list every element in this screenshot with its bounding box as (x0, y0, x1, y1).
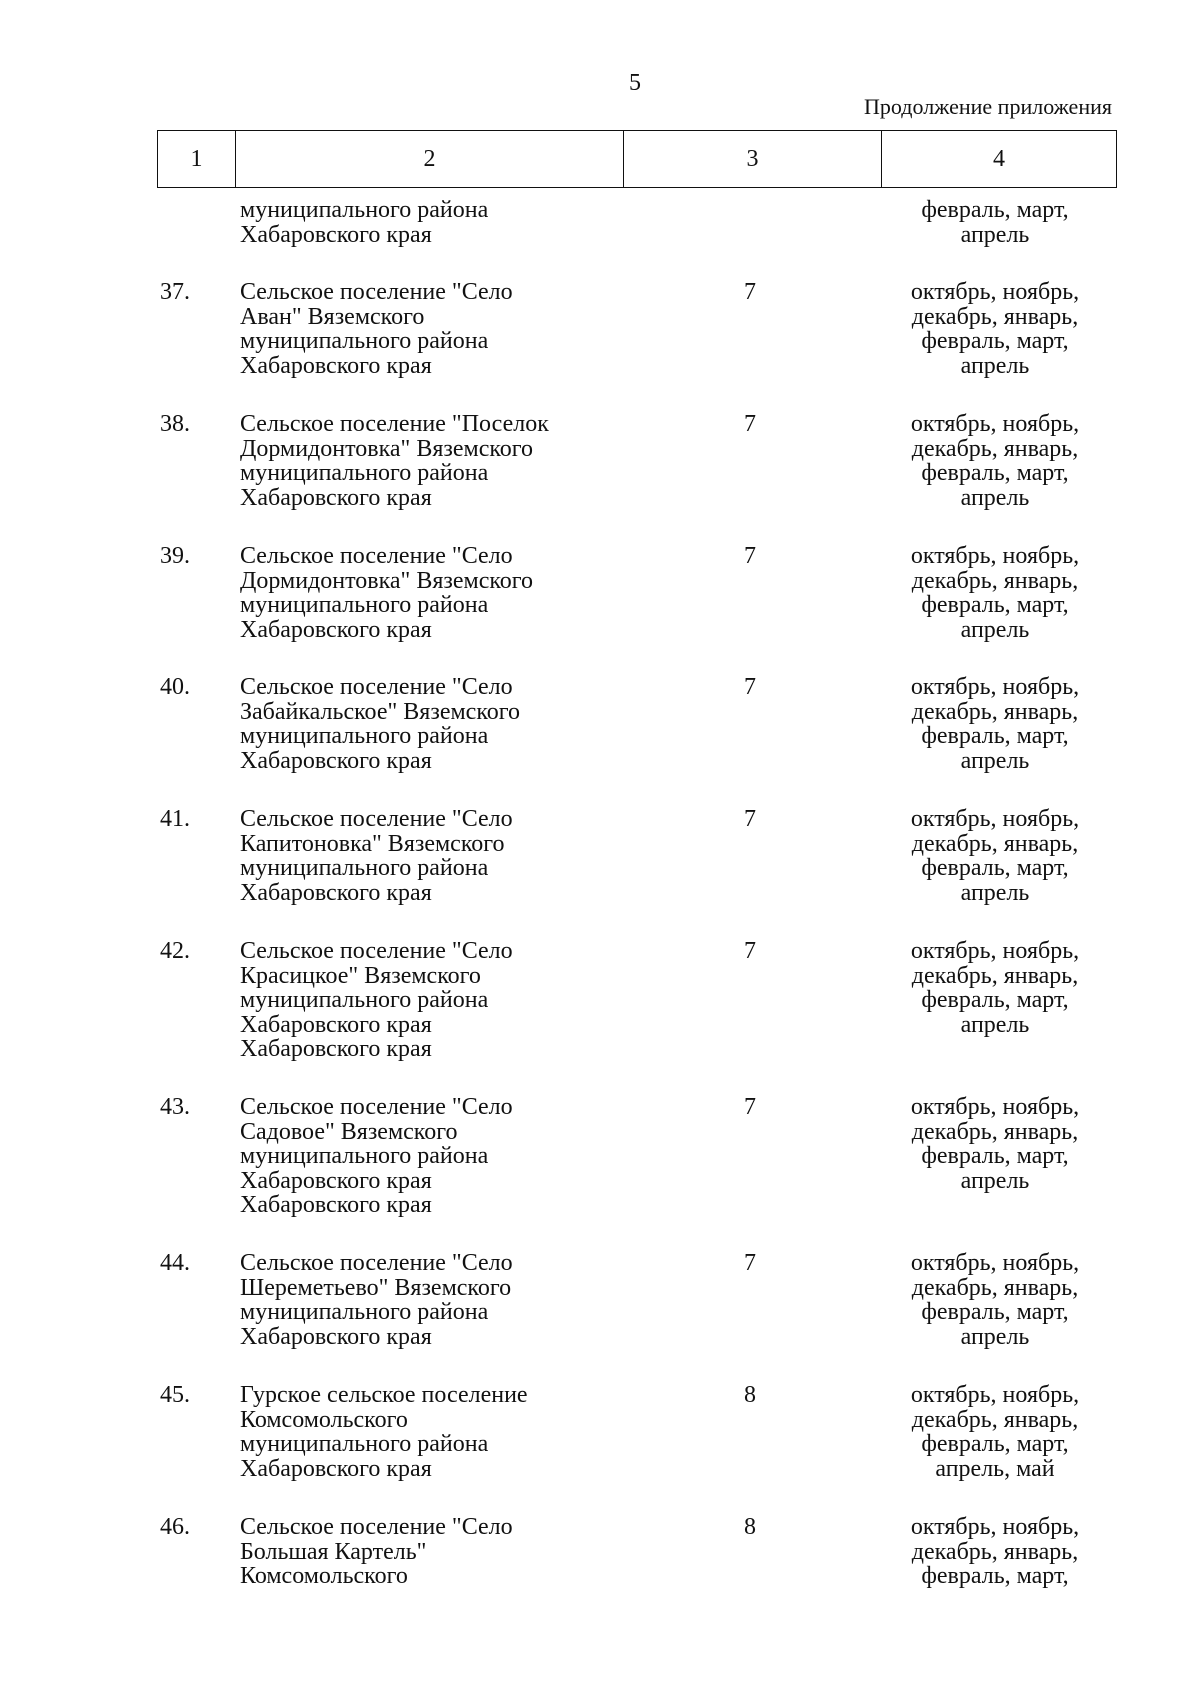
months-list (860, 412, 1130, 510)
settlement-name-line: Хабаровского края (240, 616, 432, 643)
settlement-name (240, 1251, 630, 1349)
months-list (860, 939, 1130, 1037)
settlement-name-line: Сельское поселение "Село (240, 674, 513, 700)
settlement-name-line: Комсомольского (240, 1406, 408, 1433)
header-cell-3: 3 (624, 131, 882, 187)
count-value: 7 (744, 543, 756, 569)
settlement-name-line: муниципального района (240, 328, 489, 354)
months-line: апрель (960, 221, 1030, 248)
months-line: февраль, март, (921, 328, 1069, 354)
settlement-name-line: Красицкое" Вяземского (240, 962, 481, 989)
settlement-name-line: Капитоновка" Вяземского (240, 830, 505, 857)
settlement-name-line: Аван" Вяземского (240, 303, 425, 330)
months-line: февраль, март, (921, 1143, 1069, 1169)
settlement-name-line: Сельское поселение "Село (240, 938, 513, 964)
months-line: апрель (960, 352, 1030, 379)
months-line: апрель (960, 1323, 1030, 1350)
settlement-name (240, 280, 630, 378)
settlement-name-line: Хабаровского края (240, 1192, 432, 1218)
settlement-name-line: Дормидонтовка" Вяземского (240, 567, 534, 594)
count-value: 7 (744, 674, 756, 700)
settlement-name-line: Забайкальское" Вяземского (240, 698, 521, 725)
count-value: 7 (744, 411, 756, 437)
settlement-name-line: Дормидонтовка" Вяземского (240, 435, 534, 462)
row-number: 41. (160, 806, 190, 832)
row-number: 45. (160, 1382, 190, 1408)
months-list (860, 280, 1130, 378)
months-line: октябрь, ноябрь, (910, 411, 1080, 437)
count-value: 7 (744, 938, 756, 964)
count-value: 7 (744, 1094, 756, 1120)
months-line: декабрь, январь, (911, 1274, 1079, 1301)
settlement-name-line: Хабаровского края (240, 1167, 432, 1194)
settlement-name-line: Большая Картель" (240, 1538, 427, 1565)
settlement-name (240, 544, 630, 642)
settlement-name-line: Сельское поселение "Село (240, 1250, 513, 1276)
months-line: декабрь, январь, (911, 962, 1079, 989)
months-line: февраль, март, (921, 987, 1069, 1013)
settlement-name (240, 412, 630, 510)
header-cell-2: 2 (236, 131, 624, 187)
settlement-name (240, 807, 630, 905)
months-line: апрель (960, 879, 1030, 906)
settlement-name-line: Хабаровского края (240, 352, 432, 379)
months-list (860, 675, 1130, 773)
row-number: 40. (160, 674, 190, 700)
months-list (860, 1515, 1130, 1589)
settlement-name-line: Хабаровского края (240, 879, 432, 906)
settlement-name-line: Хабаровского края (240, 1323, 432, 1350)
settlement-name-line: Хабаровского края (240, 1036, 432, 1062)
continuation-label: Продолжение приложения (864, 94, 1112, 119)
settlement-name-line: муниципального района (240, 197, 489, 223)
months-line: декабрь, январь, (911, 830, 1079, 857)
months-line: февраль, март, (921, 1299, 1069, 1325)
settlement-name-line: Хабаровского края (240, 1011, 432, 1038)
row-number: 42. (160, 938, 190, 964)
months-line: апрель (960, 1167, 1030, 1194)
count-value: 7 (744, 1250, 756, 1276)
row-number: 46. (160, 1514, 190, 1540)
settlement-name-line: Сельское поселение "Село (240, 543, 513, 569)
settlement-name-line: Сельское поселение "Село (240, 1094, 513, 1120)
months-line: апрель (960, 747, 1030, 774)
settlement-name-line: Сельское поселение "Село (240, 1514, 513, 1540)
settlement-name-line: муниципального района (240, 987, 489, 1013)
table-header (157, 130, 1117, 188)
settlement-name-line: муниципального района (240, 723, 489, 749)
settlement-name (240, 675, 630, 773)
header-cell-1: 1 (158, 131, 236, 187)
settlement-name-line: Хабаровского края (240, 747, 432, 774)
months-line: октябрь, ноябрь, (910, 1514, 1080, 1540)
settlement-name-line: Сельское поселение "Село (240, 806, 513, 832)
months-line: октябрь, ноябрь, (910, 938, 1080, 964)
months-line: февраль, март, (921, 1431, 1069, 1457)
months-list (860, 1251, 1130, 1349)
settlement-name-line: Сельское поселение "Село (240, 279, 513, 305)
row-number: 38. (160, 411, 190, 437)
months-line: декабрь, январь, (911, 435, 1079, 462)
months-line: февраль, март, (921, 592, 1069, 618)
months-line: апрель (960, 616, 1030, 643)
settlement-name (240, 1383, 630, 1481)
months-list (860, 807, 1130, 905)
months-list (860, 1095, 1130, 1193)
months-line: октябрь, ноябрь, (910, 279, 1080, 305)
months-line: февраль, март, (921, 723, 1069, 749)
months-line: февраль, март, (921, 197, 1069, 223)
months-line: декабрь, январь, (911, 567, 1079, 594)
settlement-name-line: Сельское поселение "Поселок (240, 411, 549, 437)
months-line: февраль, март, (921, 1563, 1069, 1589)
page-number: 5 (629, 70, 641, 96)
settlement-name-line: Шереметьево" Вяземского (240, 1274, 512, 1301)
settlement-name-line: Хабаровского края (240, 1455, 432, 1482)
row-number: 43. (160, 1094, 190, 1120)
settlement-name-line: муниципального района (240, 1143, 489, 1169)
months-line: декабрь, январь, (911, 698, 1079, 725)
settlement-name-line: Садовое" Вяземского (240, 1118, 458, 1145)
header-cell-4: 4 (993, 145, 1005, 172)
count-value: 7 (744, 279, 756, 305)
settlement-name (240, 1095, 630, 1218)
months-line: февраль, март, (921, 855, 1069, 881)
months-list (860, 544, 1130, 642)
months-list (860, 1383, 1130, 1481)
count-value: 8 (744, 1514, 756, 1540)
settlement-name (240, 198, 630, 247)
months-line: октябрь, ноябрь, (910, 1382, 1080, 1408)
months-line: октябрь, ноябрь, (910, 806, 1080, 832)
months-line: октябрь, ноябрь, (910, 1094, 1080, 1120)
months-line: декабрь, январь, (911, 1118, 1079, 1145)
months-line: апрель (960, 1011, 1030, 1038)
months-line: октябрь, ноябрь, (910, 543, 1080, 569)
months-line: февраль, март, (921, 460, 1069, 486)
count-value: 8 (744, 1382, 756, 1408)
settlement-name-line: муниципального района (240, 1299, 489, 1325)
months-line: апрель, май (935, 1455, 1055, 1482)
settlement-name-line: Хабаровского края (240, 221, 432, 248)
count-value: 7 (744, 806, 756, 832)
settlement-name-line: муниципального района (240, 592, 489, 618)
settlement-name (240, 1515, 630, 1589)
months-line: октябрь, ноябрь, (910, 674, 1080, 700)
settlement-name-line: Хабаровского края (240, 484, 432, 511)
months-line: декабрь, январь, (911, 303, 1079, 330)
settlement-name-line: муниципального района (240, 855, 489, 881)
settlement-name-line: муниципального района (240, 1431, 489, 1457)
settlement-name-line: Гурское сельское поселение (240, 1382, 528, 1408)
months-line: апрель (960, 484, 1030, 511)
months-line: октябрь, ноябрь, (910, 1250, 1080, 1276)
settlement-name-line: Комсомольского (240, 1563, 408, 1589)
row-number: 39. (160, 543, 190, 569)
months-line: декабрь, январь, (911, 1406, 1079, 1433)
months-list (860, 198, 1130, 247)
settlement-name (240, 939, 630, 1062)
row-number: 44. (160, 1250, 190, 1276)
settlement-name-line: муниципального района (240, 460, 489, 486)
row-number: 37. (160, 279, 190, 305)
months-line: декабрь, январь, (911, 1538, 1079, 1565)
